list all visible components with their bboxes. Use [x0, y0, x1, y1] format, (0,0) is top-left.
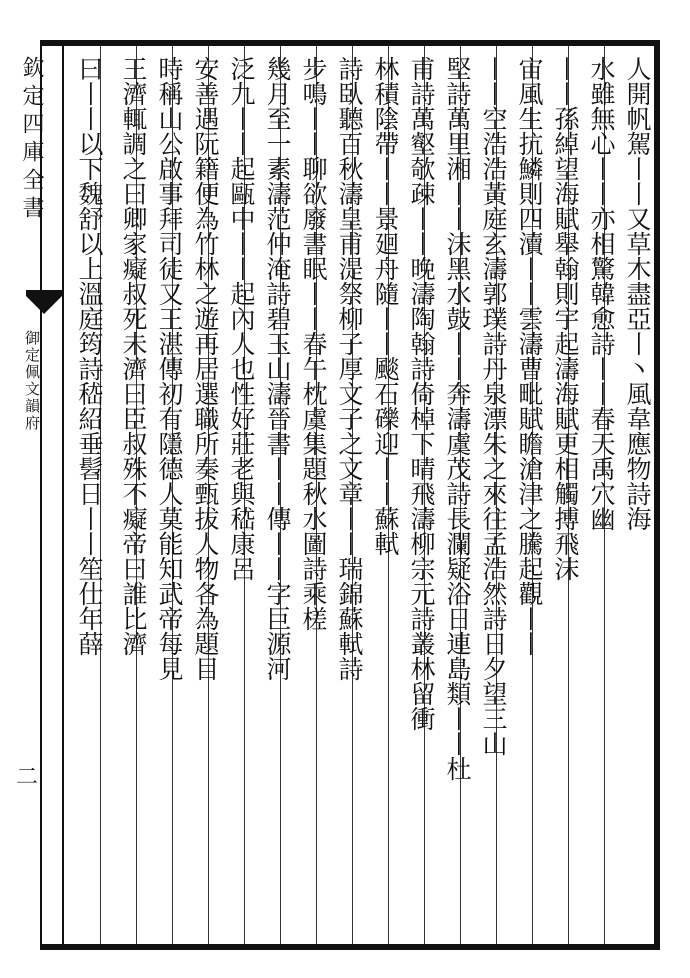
text-column-3: 丨丨孫綽望海賦舉翰則宇起濤海賦更相觸搏飛沫 — [551, 56, 580, 581]
text-column-7: 甫詩萬壑欹疎丨丨晚濤陶翰詩倚棹下晴飛濤柳宗元詩叢林留衝 — [407, 56, 436, 731]
text-column-8: 林積陰帶丨丨景廻舟隨丨丨颷石礫迎丨丨蘇軾 — [371, 56, 400, 556]
text-column-14: 時稱山公啟事拜司徒又王湛傳初有隱德人莫能知武帝每見 — [155, 56, 184, 681]
frame-top-border — [40, 40, 660, 46]
text-column-5: 丨丨空浩浩黃庭玄濤郭璞詩丹泉漂朱之來往孟浩然詩日夕望三山 — [479, 56, 508, 756]
text-column-11: 幾月至一素濤范仲淹詩碧玉山濤晉書丨丨傳丨丨字巨源河 — [263, 56, 292, 681]
frame-bottom-border — [40, 944, 660, 950]
text-column-9: 詩臥聽百秋濤皇甫湜祭柳子厚文子之文章丨丨瑞錦蘇軾詩 — [335, 56, 364, 681]
text-column-4: 宙風生抗鱗則四瀆丨丨雲濤曹毗賦瞻滄津之騰起觀丨丨 — [515, 56, 544, 656]
text-column-1: 人開帆駕丨丨又草木盡亞丨丶風韋應物詩海 — [623, 56, 652, 531]
margin-title: 欽定四庫全書 — [19, 56, 44, 224]
page-number: 二 — [16, 765, 41, 790]
text-column-15: 王濟輒調之曰卿家癡叔死未濟曰臣叔殊不癡帝曰誰比濟 — [119, 56, 148, 656]
frame-right-border — [654, 40, 660, 950]
text-column-13: 安善遇阮籍便為竹林之遊再居選職所奏甄拔人物各為題目 — [191, 56, 220, 681]
margin-subtitle: 御定佩文韻府 — [23, 330, 41, 432]
fish-tail-mark-icon — [26, 290, 62, 314]
text-column-12: 泛九丨丨起甌中丨丨起內人也性好莊老與嵇康呂 — [227, 56, 256, 581]
text-column-16: 曰丨丨以下魏舒以上溫庭筠詩嵇紹垂髫日丨丨笙仕年薛 — [75, 56, 104, 656]
inner-left-border — [62, 46, 64, 944]
text-column-10: 步鳴丨丨聊欲廢書眠丨丨春午枕虞集題秋水圖詩乘槎 — [299, 56, 328, 631]
text-column-6: 堅詩萬里湘丨丨沫黑水鼓丨丨奔濤虞茂詩長瀾疑浴日連島類丨丨杜 — [443, 56, 472, 781]
text-column-2: 水雖無心丨丨亦相驚韓愈詩丨丨春天禹穴幽 — [587, 56, 616, 531]
